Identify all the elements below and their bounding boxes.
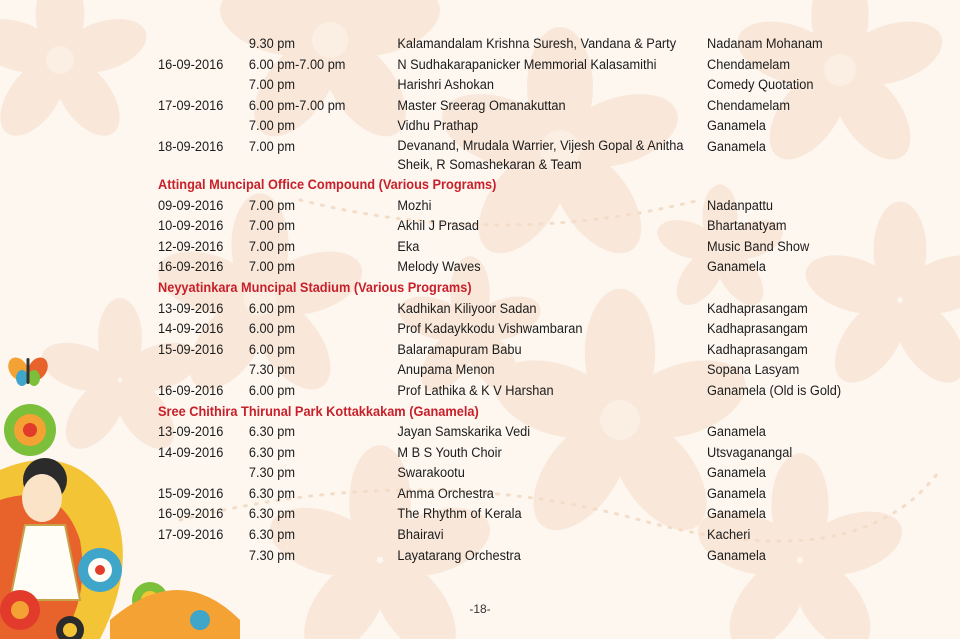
event-artist: Layatarang Orchestra (397, 547, 521, 564)
event-date: 15-09-2016 (158, 485, 224, 502)
schedule-row (158, 463, 806, 484)
event-artist: Vidhu Prathap (397, 118, 479, 135)
event-date: 13-09-2016 (158, 300, 224, 317)
event-artist: The Rhythm of Kerala (397, 506, 522, 523)
event-artist: Harishri Ashokan (397, 77, 494, 94)
event-program: Ganamela (707, 465, 766, 482)
schedule-row (158, 257, 806, 278)
event-artist: M B S Youth Choir (397, 444, 502, 461)
event-time: 7.00 pm (248, 218, 296, 235)
event-time: 7.30 pm (248, 547, 296, 564)
event-time: 7.00 pm (248, 197, 296, 214)
event-time: 6.00 pm (248, 300, 296, 317)
event-program: Ganamela (707, 485, 766, 502)
event-time: 7.00 pm (248, 259, 296, 276)
schedule-row (158, 360, 806, 381)
event-program: Sopana Lasyam (707, 362, 800, 379)
event-time: 7.30 pm (248, 362, 296, 379)
event-artist: Mozhi (397, 197, 432, 214)
event-artist: Kadhikan Kiliyoor Sadan (397, 300, 537, 317)
event-program: Nadanam Mohanam (707, 36, 823, 52)
event-time: 7.00 pm (248, 77, 296, 94)
event-program: Nadanpattu (707, 197, 774, 214)
event-program: Chendamelam (707, 56, 791, 73)
schedule-row (158, 137, 806, 175)
event-date: 10-09-2016 (158, 218, 224, 235)
schedule-row (158, 422, 806, 443)
schedule-row (158, 216, 806, 237)
schedule-row (158, 75, 814, 96)
event-time: 6.00 pm-7.00 pm (248, 97, 346, 114)
schedule-row (158, 546, 806, 567)
event-time: 6.30 pm (248, 527, 296, 544)
event-time: 6.30 pm (248, 506, 296, 523)
schedule-row (158, 319, 806, 340)
event-program: Bhartanatyam (707, 218, 787, 235)
schedule-row (158, 116, 806, 137)
event-program: Comedy Quotation (707, 77, 814, 94)
event-artist: Swarakootu (397, 465, 465, 482)
event-program: Chendamelam (707, 97, 791, 114)
event-artist: Master Sreerag Omanakuttan (397, 97, 566, 114)
event-program: Kacheri (707, 527, 751, 544)
event-artist: Amma Orchestra (397, 485, 494, 502)
venue-heading: Sree Chithira Thirunal Park Kottakkakam (Ganamela) (158, 403, 479, 420)
event-time: 6.30 pm (248, 444, 296, 461)
event-artist: Bhairavi (397, 527, 444, 544)
venue-heading: Neyyatinkara Muncipal Stadium (Various Programs) (158, 279, 472, 296)
event-artist: Jayan Samskarika Vedi (397, 424, 531, 441)
event-date: 15-09-2016 (158, 341, 224, 358)
event-program: Ganamela (Old is Gold) (707, 382, 842, 399)
event-program: Ganamela (707, 506, 766, 523)
event-artist: Prof Kadaykkodu Vishwambaran (397, 321, 583, 338)
event-program: Ganamela (707, 138, 766, 155)
event-time: 6.00 pm (248, 341, 296, 358)
schedule-row (158, 237, 810, 258)
event-date: 14-09-2016 (158, 444, 224, 461)
event-program: Utsvaganangal (707, 444, 793, 461)
event-time: 7.30 pm (248, 465, 296, 482)
event-artist: N Sudhakarapanicker Memmorial Kalasamithi (397, 56, 657, 73)
event-date: 12-09-2016 (158, 238, 224, 255)
schedule-row (158, 525, 806, 546)
schedule-row (158, 55, 806, 76)
event-date: 17-09-2016 (158, 97, 224, 114)
event-artist: Devanand, Mrudala Warrier, Vijesh Gopal & Anitha Sheik, R Somashekaran & Team (397, 137, 684, 173)
schedule-row (158, 484, 806, 505)
event-artist: Anupama Menon (397, 362, 495, 379)
event-time: 7.00 pm (248, 238, 296, 255)
event-program: Kadhaprasangam (707, 321, 808, 338)
schedule-row (158, 443, 806, 464)
schedule-row (158, 381, 842, 402)
event-time: 6.00 pm (248, 321, 296, 338)
page-number: -18- (469, 602, 491, 616)
event-date: 13-09-2016 (158, 424, 224, 441)
event-artist: Melody Waves (397, 259, 481, 276)
event-artist: Akhil J Prasad (397, 218, 480, 235)
event-date: 09-09-2016 (158, 197, 224, 214)
schedule-row (158, 34, 823, 55)
event-artist: Eka (397, 238, 420, 255)
schedule-row (158, 196, 806, 217)
event-time: 6.00 pm-7.00 pm (248, 56, 346, 73)
event-time: 7.00 pm (248, 138, 296, 155)
schedule-row (158, 340, 806, 361)
schedule-row (158, 96, 806, 117)
schedule-row (158, 299, 806, 320)
event-time: 9.30 pm (248, 36, 296, 52)
event-program: Kadhaprasangam (707, 300, 808, 317)
event-artist: Kalamandalam Krishna Suresh, Vandana & Party (397, 36, 677, 52)
event-date: 16-09-2016 (158, 382, 224, 399)
event-time: 7.00 pm (248, 118, 296, 135)
schedule-row (158, 504, 806, 525)
venue-heading: Attingal Muncipal Office Compound (Various Programs) (158, 176, 497, 193)
event-date: 14-09-2016 (158, 321, 224, 338)
event-program: Ganamela (707, 118, 766, 135)
event-artist: Prof Lathika & K V Harshan (397, 382, 554, 399)
event-time: 6.30 pm (248, 424, 296, 441)
event-time: 6.30 pm (248, 485, 296, 502)
event-schedule (158, 34, 842, 566)
event-date: 16-09-2016 (158, 506, 224, 523)
event-program: Kadhaprasangam (707, 341, 808, 358)
event-program: Ganamela (707, 547, 766, 564)
event-date: 16-09-2016 (158, 56, 224, 73)
event-date: 17-09-2016 (158, 527, 224, 544)
event-time: 6.00 pm (248, 382, 296, 399)
event-program: Ganamela (707, 259, 766, 276)
event-program: Ganamela (707, 424, 766, 441)
event-date: 16-09-2016 (158, 259, 224, 276)
event-artist: Balaramapuram Babu (397, 341, 522, 358)
event-date: 18-09-2016 (158, 138, 224, 155)
event-program: Music Band Show (707, 238, 810, 255)
